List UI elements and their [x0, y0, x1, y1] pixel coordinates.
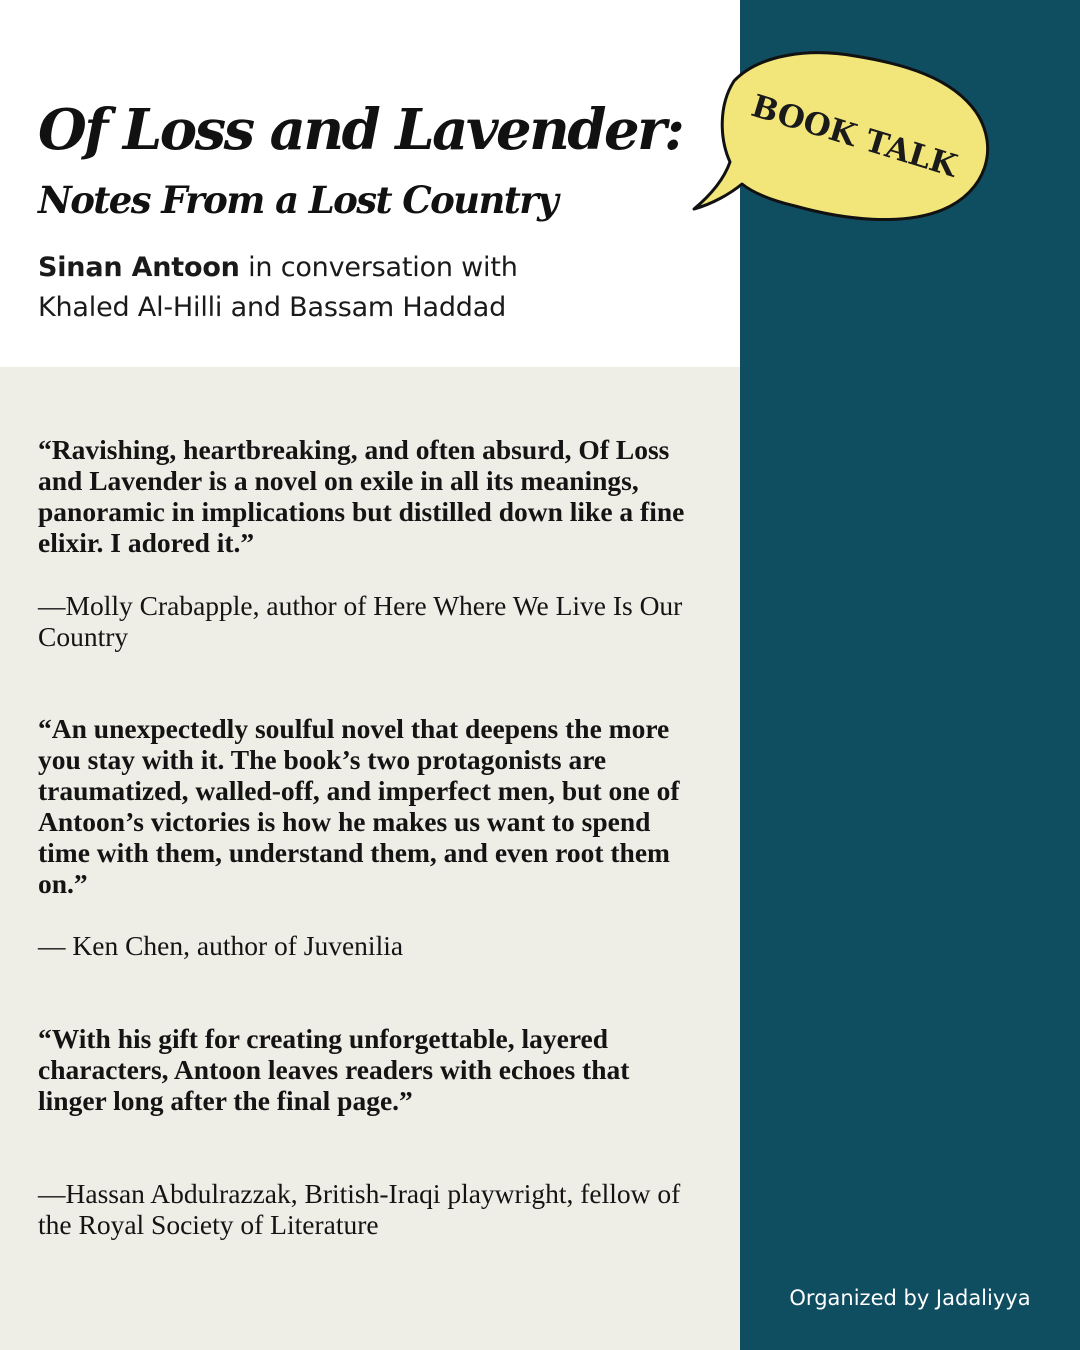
organizer-credit: Organized by Jadaliyya — [789, 1286, 1031, 1310]
byline-connector: in conversation with — [239, 252, 518, 283]
quote-3-line-2: linger long after the final page.” — [38, 1085, 413, 1116]
event-title: Of Loss and Lavender: — [38, 97, 683, 163]
quote-3-line-1: “With his gift for creating unforgettable, layered characters, Antoon leaves readers with echoes that — [38, 1023, 630, 1085]
quote-1-attribution: —Molly Crabapple, author of Here Where We Live Is Our Country — [38, 590, 683, 652]
quote-2-attribution: — Ken Chen, author of Juvenilia — [38, 930, 404, 961]
quote-1: “Ravishing, heartbreaking, and often absurd, Of Loss and Lavender is a novel on exile in all its meanings, panoramic in implications but distilled down like a fine elixir. I adored it.” — [38, 434, 685, 558]
quote-3-attribution: —Hassan Abdulrazzak, British-Iraqi playwright, fellow of the Royal Society of Literature — [38, 1178, 681, 1240]
event-subtitle: Notes From a Lost Country — [38, 178, 558, 222]
guest-names: Khaled Al-Hilli and Bassam Haddad — [38, 292, 507, 323]
byline — [38, 248, 638, 328]
book-talk-label: BOOK TALK — [747, 88, 962, 185]
speaker-name: Sinan Antoon — [38, 252, 240, 283]
quote-3 — [38, 1023, 708, 1116]
quote-2: “An unexpectedly soulful novel that deepens the more you stay with it. The book’s two protagonists are traumatized, walled-off, and imperfect men, but one of Antoon’s victories is how he makes us want to spend time with them, understand them, and even root them on.” — [38, 713, 680, 899]
